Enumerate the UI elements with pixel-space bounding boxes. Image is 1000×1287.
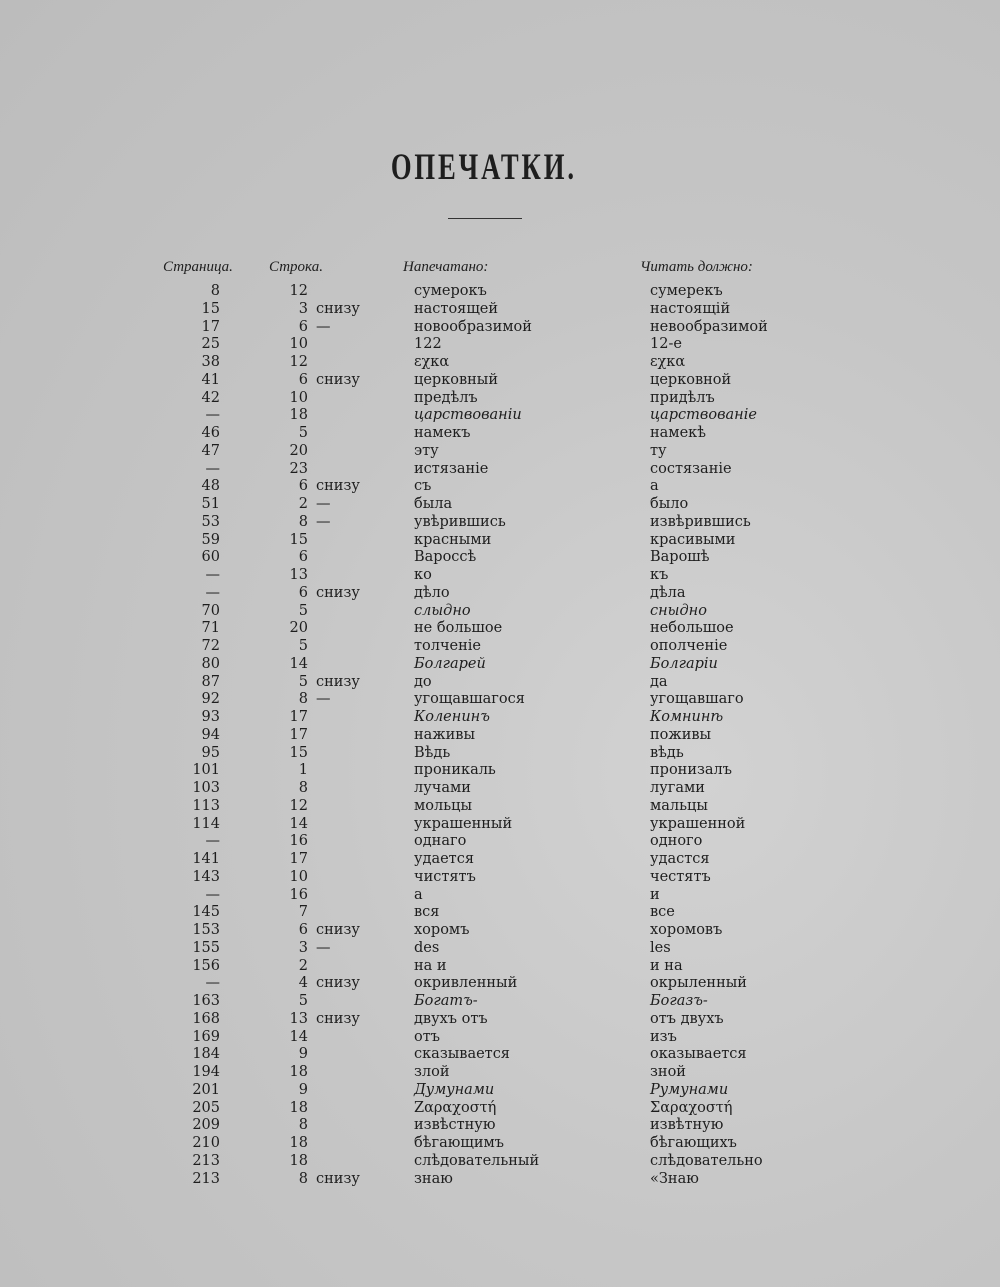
cell-line: 3 [298, 300, 308, 317]
table-row [0, 922, 1000, 940]
cell-page: 201 [192, 1081, 220, 1098]
cell-printed: украшенный [414, 815, 513, 832]
cell-page: — [205, 407, 220, 424]
cell-correct: къ [650, 567, 669, 583]
cell-printed: съ [414, 478, 432, 495]
cell-line: 8 [298, 780, 308, 796]
cell-printed: злой [414, 1064, 450, 1080]
cell-correct: 12-е [650, 336, 682, 353]
cell-correct: слѣдовательно [650, 1152, 763, 1169]
table-row [0, 798, 1000, 816]
header-printed: Напечатано: [403, 259, 489, 275]
cell-note: — [316, 513, 331, 530]
cell-correct: извѣтную [650, 1117, 724, 1134]
cell-page: 101 [192, 762, 220, 779]
cell-page: 80 [201, 655, 220, 672]
cell-line: 8 [298, 1170, 308, 1187]
table-row [0, 869, 1000, 887]
cell-printed: проникаль [414, 762, 496, 779]
cell-correct: пронизалъ [650, 762, 732, 779]
table-row [0, 745, 1000, 763]
cell-line: 5 [298, 993, 308, 1009]
cell-line: 5 [298, 638, 308, 654]
cell-note: снизу [316, 300, 360, 317]
cell-line: 6 [298, 549, 308, 566]
table-row [0, 674, 1000, 692]
cell-printed: отъ [414, 1028, 440, 1045]
cell-printed: Думунами [414, 1081, 495, 1098]
cell-page: 72 [201, 638, 220, 654]
cell-page: 155 [192, 939, 220, 956]
table-row [0, 549, 1000, 567]
cell-line: 6 [298, 478, 308, 495]
cell-page: 209 [192, 1117, 220, 1134]
cell-page: 92 [201, 691, 220, 708]
cell-page: 53 [201, 513, 220, 530]
cell-line: 12 [289, 354, 308, 370]
cell-printed: чистятъ [414, 868, 476, 885]
table-row [0, 727, 1000, 745]
cell-line: 18 [289, 1135, 308, 1151]
cell-line: 10 [289, 389, 308, 406]
cell-printed: до [414, 673, 432, 690]
cell-note: снизу [316, 922, 360, 938]
cell-correct: а [650, 478, 659, 495]
cell-page: 94 [201, 726, 220, 743]
cell-page: — [205, 975, 220, 992]
table-row [0, 478, 1000, 496]
cell-correct: Варошѣ [650, 549, 710, 566]
cell-printed: удается [414, 851, 474, 867]
cell-line: 14 [289, 655, 308, 672]
cell-line: 13 [289, 567, 308, 583]
cell-page: 213 [192, 1170, 220, 1187]
cell-page: 114 [192, 815, 220, 832]
cell-correct: было [650, 496, 689, 512]
cell-line: 3 [298, 939, 308, 956]
cell-line: 15 [289, 531, 308, 548]
table-row [0, 1117, 1000, 1135]
cell-line: 16 [289, 833, 308, 850]
table-row [0, 816, 1000, 834]
cell-note: снизу [316, 1010, 360, 1027]
cell-correct: Богазъ- [650, 993, 708, 1009]
cell-printed: слыдно [414, 602, 471, 619]
cell-correct: бѣгающихъ [650, 1135, 737, 1151]
cell-note: снизу [316, 975, 360, 992]
cell-correct: удастся [650, 851, 710, 867]
cell-note: — [316, 318, 331, 335]
cell-correct: придѣлъ [650, 389, 715, 406]
cell-page: 25 [201, 336, 220, 353]
cell-correct: небольшое [650, 620, 734, 637]
cell-correct: хоромовъ [650, 922, 723, 938]
cell-page: 41 [201, 371, 220, 388]
cell-correct: ополченiе [650, 638, 728, 654]
cell-page: 184 [192, 1046, 220, 1063]
cell-printed: знаю [414, 1170, 453, 1187]
cell-correct: оказывается [650, 1046, 747, 1063]
cell-printed: намекъ [414, 425, 471, 441]
cell-printed: эту [414, 442, 439, 459]
cell-line: 4 [298, 975, 308, 992]
cell-page: 163 [192, 993, 220, 1009]
cell-printed: Ζαραχοστή [414, 1099, 497, 1116]
cell-printed: Болгарей [414, 655, 486, 672]
cell-page: — [205, 886, 220, 903]
cell-printed: 122 [414, 336, 442, 353]
cell-correct: настоящій [650, 300, 731, 317]
cell-printed: Коленинъ [414, 709, 490, 725]
cell-printed: а [414, 886, 423, 903]
cell-page: 103 [192, 780, 220, 796]
cell-correct: честятъ [650, 868, 711, 885]
cell-correct: одного [650, 833, 703, 850]
cell-printed: Богатъ- [414, 993, 478, 1009]
cell-correct: царствованiе [650, 407, 757, 424]
table-row [0, 762, 1000, 780]
cell-note: — [316, 939, 331, 956]
table-row [0, 1011, 1000, 1029]
cell-line: 12 [289, 797, 308, 814]
cell-line: 9 [298, 1081, 308, 1098]
cell-printed: слѣдовательный [414, 1152, 540, 1169]
table-row [0, 390, 1000, 408]
cell-line: 8 [298, 513, 308, 530]
cell-line: 16 [289, 886, 308, 903]
errata-table [0, 283, 1000, 1188]
cell-line: 20 [289, 620, 308, 637]
cell-line: 17 [289, 726, 308, 743]
cell-page: 42 [201, 389, 220, 406]
cell-page: 95 [201, 744, 220, 761]
cell-line: 1 [298, 762, 308, 779]
table-row [0, 1046, 1000, 1064]
cell-line: 5 [298, 602, 308, 619]
header-line: Строка. [269, 259, 323, 275]
cell-correct: да [650, 673, 668, 690]
cell-page: 15 [201, 300, 220, 317]
cell-page: 213 [192, 1152, 220, 1169]
cell-correct: ɛχκα [650, 354, 686, 370]
cell-line: 5 [298, 425, 308, 441]
cell-printed: увѣрившись [414, 513, 506, 530]
cell-page: 47 [201, 442, 220, 459]
cell-printed: Варосcѣ [414, 549, 477, 566]
cell-correct: невообразимой [650, 318, 768, 335]
cell-page: 8 [210, 283, 220, 299]
cell-page: 46 [201, 425, 220, 441]
cell-page: 205 [192, 1099, 220, 1116]
cell-page: 87 [201, 673, 220, 690]
cell-page: — [205, 584, 220, 601]
cell-printed: des [414, 939, 440, 956]
table-row [0, 407, 1000, 425]
cell-page: 143 [192, 868, 220, 885]
cell-printed: хоромъ [414, 922, 470, 938]
cell-printed: на и [414, 957, 447, 974]
cell-line: 2 [298, 496, 308, 512]
cell-printed: наживы [414, 726, 476, 743]
cell-correct: угощавшаго [650, 691, 744, 708]
cell-correct: сумерекъ [650, 283, 723, 299]
table-row [0, 567, 1000, 585]
cell-correct: поживы [650, 726, 712, 743]
table-row [0, 1064, 1000, 1082]
cell-printed: не большое [414, 620, 503, 637]
cell-note: — [316, 691, 331, 708]
cell-page: 71 [201, 620, 220, 637]
cell-line: 14 [289, 1028, 308, 1045]
cell-printed: церковный [414, 371, 499, 388]
cell-page: 145 [192, 904, 220, 921]
cell-printed: угощавшагося [414, 691, 525, 708]
cell-page: 113 [192, 797, 220, 814]
cell-page: 48 [201, 478, 220, 495]
table-row [0, 638, 1000, 656]
cell-correct: и [650, 886, 660, 903]
cell-correct: les [650, 939, 671, 956]
cell-note: снизу [316, 371, 360, 388]
cell-correct: и на [650, 957, 683, 974]
cell-printed: лучами [414, 780, 471, 796]
table-row [0, 904, 1000, 922]
cell-correct: все [650, 904, 675, 921]
cell-line: 6 [298, 318, 308, 335]
table-row [0, 336, 1000, 354]
cell-correct: отъ двухъ [650, 1010, 724, 1027]
cell-line: 8 [298, 1117, 308, 1134]
cell-correct: Комнинѣ [650, 709, 724, 725]
cell-correct: извѣрившись [650, 513, 751, 530]
cell-printed: дѣло [414, 584, 450, 601]
table-row [0, 1135, 1000, 1153]
cell-page: — [205, 567, 220, 583]
cell-printed: бѣгающимъ [414, 1135, 504, 1151]
cell-page: 60 [201, 549, 220, 566]
cell-line: 6 [298, 584, 308, 601]
cell-printed: ɛχκα [414, 354, 450, 370]
cell-page: 17 [201, 318, 220, 335]
table-row [0, 851, 1000, 869]
cell-page: 168 [192, 1010, 220, 1027]
table-row [0, 496, 1000, 514]
cell-line: 7 [298, 904, 308, 921]
table-row [0, 354, 1000, 372]
cell-correct: Болгарiи [650, 655, 718, 672]
table-row [0, 709, 1000, 727]
cell-line: 20 [289, 442, 308, 459]
table-row [0, 887, 1000, 905]
cell-line: 17 [289, 709, 308, 725]
cell-line: 18 [289, 407, 308, 424]
cell-page: 194 [192, 1064, 220, 1080]
cell-printed: красными [414, 531, 492, 548]
cell-printed: истязанiе [414, 460, 489, 477]
table-row [0, 1171, 1000, 1189]
cell-line: 12 [289, 283, 308, 299]
cell-line: 18 [289, 1099, 308, 1116]
cell-printed: царствованiи [414, 407, 522, 424]
cell-correct: лугами [650, 780, 705, 796]
table-row [0, 372, 1000, 390]
cell-note: снизу [316, 673, 360, 690]
cell-printed: толченiе [414, 638, 482, 654]
cell-correct: красивыми [650, 531, 736, 548]
table-row [0, 425, 1000, 443]
cell-page: 169 [192, 1028, 220, 1045]
cell-printed: вся [414, 904, 440, 921]
cell-correct: мальцы [650, 797, 708, 814]
cell-correct: «Знаю [650, 1170, 699, 1187]
cell-line: 5 [298, 673, 308, 690]
table-row [0, 656, 1000, 674]
cell-page: 93 [201, 709, 220, 725]
header-page: Страница. [163, 259, 233, 275]
cell-line: 13 [289, 1010, 308, 1027]
table-row [0, 283, 1000, 301]
cell-line: 23 [289, 460, 308, 477]
cell-correct: намекѣ [650, 425, 706, 441]
cell-correct: состязанiе [650, 460, 732, 477]
cell-note: — [316, 496, 331, 512]
cell-line: 18 [289, 1152, 308, 1169]
cell-note: снизу [316, 1170, 360, 1187]
table-row [0, 603, 1000, 621]
cell-printed: двухъ отъ [414, 1010, 488, 1027]
table-row [0, 1153, 1000, 1171]
cell-correct: украшенной [650, 815, 746, 832]
cell-printed: однаго [414, 833, 467, 850]
cell-printed: предѣлъ [414, 389, 478, 406]
table-row [0, 1029, 1000, 1047]
table-row [0, 1100, 1000, 1118]
cell-line: 6 [298, 922, 308, 938]
cell-page: — [205, 460, 220, 477]
cell-printed: Вѣдь [414, 744, 451, 761]
cell-line: 6 [298, 371, 308, 388]
cell-correct: ту [650, 442, 667, 459]
table-row [0, 1082, 1000, 1100]
cell-line: 2 [298, 957, 308, 974]
table-row [0, 301, 1000, 319]
cell-page: 51 [201, 496, 220, 512]
cell-correct: Румунами [650, 1081, 729, 1098]
cell-line: 18 [289, 1064, 308, 1080]
header-correct: Читать должно: [640, 259, 753, 275]
table-row [0, 620, 1000, 638]
cell-line: 8 [298, 691, 308, 708]
table-row [0, 532, 1000, 550]
page-title: ОПЕЧАТКИ. [390, 147, 577, 188]
cell-page: 156 [192, 957, 220, 974]
table-row [0, 940, 1000, 958]
cell-printed: сумерокъ [414, 283, 487, 299]
table-row [0, 585, 1000, 603]
cell-correct: сныдно [650, 602, 707, 619]
cell-correct: Σαραχοστή [650, 1099, 733, 1116]
cell-page: 153 [192, 922, 220, 938]
table-row [0, 833, 1000, 851]
table-row [0, 691, 1000, 709]
table-row [0, 514, 1000, 532]
cell-printed: новообразимой [414, 318, 532, 335]
cell-page: 70 [201, 602, 220, 619]
cell-correct: окрыленный [650, 975, 747, 992]
cell-printed: окривленный [414, 975, 518, 992]
table-row [0, 993, 1000, 1011]
cell-printed: извѣстную [414, 1117, 496, 1134]
cell-correct: зной [650, 1064, 686, 1080]
cell-note: снизу [316, 478, 360, 495]
cell-printed: настоящей [414, 300, 499, 317]
cell-correct: церковной [650, 371, 732, 388]
title-divider [448, 218, 522, 219]
cell-note: снизу [316, 584, 360, 601]
cell-correct: дѣла [650, 584, 686, 601]
table-row [0, 443, 1000, 461]
cell-printed: ко [414, 567, 432, 583]
cell-page: 141 [192, 851, 220, 867]
cell-correct: вѣдь [650, 744, 684, 761]
cell-line: 9 [298, 1046, 308, 1063]
cell-printed: мольцы [414, 797, 472, 814]
cell-correct: изъ [650, 1028, 677, 1045]
cell-page: — [205, 833, 220, 850]
cell-page: 59 [201, 531, 220, 548]
cell-line: 10 [289, 868, 308, 885]
table-row [0, 319, 1000, 337]
table-row [0, 975, 1000, 993]
cell-line: 17 [289, 851, 308, 867]
table-row [0, 958, 1000, 976]
cell-line: 15 [289, 744, 308, 761]
cell-page: 38 [201, 354, 220, 370]
table-row [0, 780, 1000, 798]
cell-printed: была [414, 496, 453, 512]
table-row [0, 461, 1000, 479]
cell-page: 210 [192, 1135, 220, 1151]
cell-line: 10 [289, 336, 308, 353]
cell-line: 14 [289, 815, 308, 832]
cell-printed: сказывается [414, 1046, 510, 1063]
